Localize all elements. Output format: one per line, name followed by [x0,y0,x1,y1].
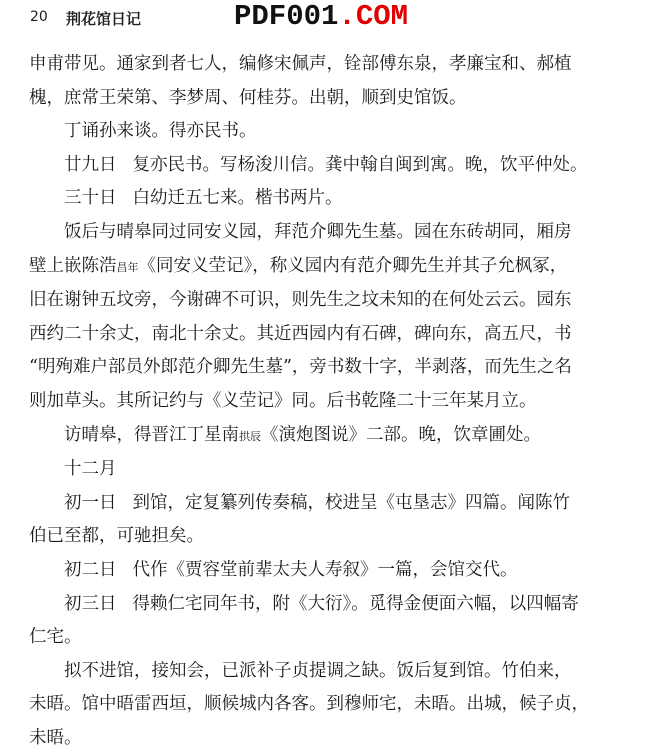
text-line [29,419,633,454]
text-line [29,520,633,554]
watermark-dot: . [338,0,356,33]
text-run: 旧在谢钟五坟旁，今谢碑不可识，则先生之坟未知的在何处云云。园东 [29,290,572,311]
text-line [29,149,633,183]
text-run: 《演炮图说》二部。晚，饮章圃处。 [261,424,541,445]
page-header [0,0,650,44]
text-run: 廿九日 [64,154,117,175]
text-run: 拟不进馆，接知会，已派补子贞提调之缺。饭后复到馆。竹伯来， [64,660,572,681]
text-line [29,722,633,755]
text-run: 访晴皋，得晋江丁星南 [64,424,239,445]
text-run: 初三日 [64,593,117,614]
text-line [29,351,633,385]
text-line [29,318,633,352]
text-run: 三十日 [64,188,117,209]
watermark-com: COM [355,0,409,33]
text-line [29,284,633,318]
text-run: 申甫带见。通家到者七人，编修宋佩声，铨部傅东泉，孝廉宝和、郝植 [29,54,572,74]
text-run: 丁诵孙来谈。得亦民书。 [64,121,257,142]
text-line [29,48,633,82]
text-line [29,453,633,487]
interlinear-note: 昌年 [116,260,139,274]
watermark-text: PDF001 [234,0,339,33]
text-line [29,655,633,689]
page-number: 20 [30,9,48,25]
text-line [29,182,633,216]
text-line [29,216,633,250]
text-line [29,554,633,588]
text-line [29,588,633,622]
text-run: 到馆，定复纂列传奏稿，校进呈《屯垦志》四篇。闻陈竹 [132,492,570,513]
text-run: 伯已至都，可驰担矣。 [29,526,204,547]
text-line [29,115,633,149]
text-run: 未晤。 [29,727,82,748]
text-line [29,385,633,419]
text-run: “明殉难户部员外郎范介卿先生墓”，旁书数十字，半剥落，而先生之名 [29,357,572,378]
text-run: 则加草头。其所记约与《义茔记》同。后书乾隆二十三年某月立。 [29,390,537,411]
text-run: 西约二十余丈，南北十余丈。其近西园内有石碑，碑向东，高五尺，书 [29,323,572,344]
interlinear-note: 拱辰 [239,429,261,443]
watermark-logo [234,0,408,33]
text-run: 初一日 [64,492,117,513]
text-run: 槐，庶常王荣第、李梦周、何桂芬。出朝，顺到史馆饭。 [29,87,467,108]
text-line [29,82,633,116]
text-run: 得赖仁宅同年书，附《大衍》。觅得金便面六幅，以四幅寄 [132,593,579,614]
running-title: 荆花馆日记 [66,10,142,28]
diary-body [29,48,633,755]
text-run: 未晤。馆中晤雷西垣，顺候城内各客。到穆师宅，未晤。出城，候子贞， [29,694,589,715]
text-run: 仁宅。 [29,627,82,648]
text-line [29,621,633,655]
text-run: 壁上嵌陈浩 [29,255,117,276]
text-run: 复亦民书。写杨浚川信。龚中翰自闽到寓。晚，饮平仲处。 [132,154,588,175]
text-line [29,487,633,521]
text-line [29,250,633,285]
text-run: 白幼迁五七来。楷书两片。 [132,188,343,209]
text-run: 饭后与晴皋同过同安义园，拜范介卿先生墓。园在东砖胡同，厢房 [64,221,572,242]
text-run: 十二月 [64,459,117,480]
text-run: 初二日 [64,559,117,580]
text-run: 《同安义茔记》，称义园内有范介卿先生并其子允枫冢， [138,255,568,276]
text-run: 代作《贾容堂前辈太夫人寿叙》一篇，会馆交代。 [132,559,518,580]
